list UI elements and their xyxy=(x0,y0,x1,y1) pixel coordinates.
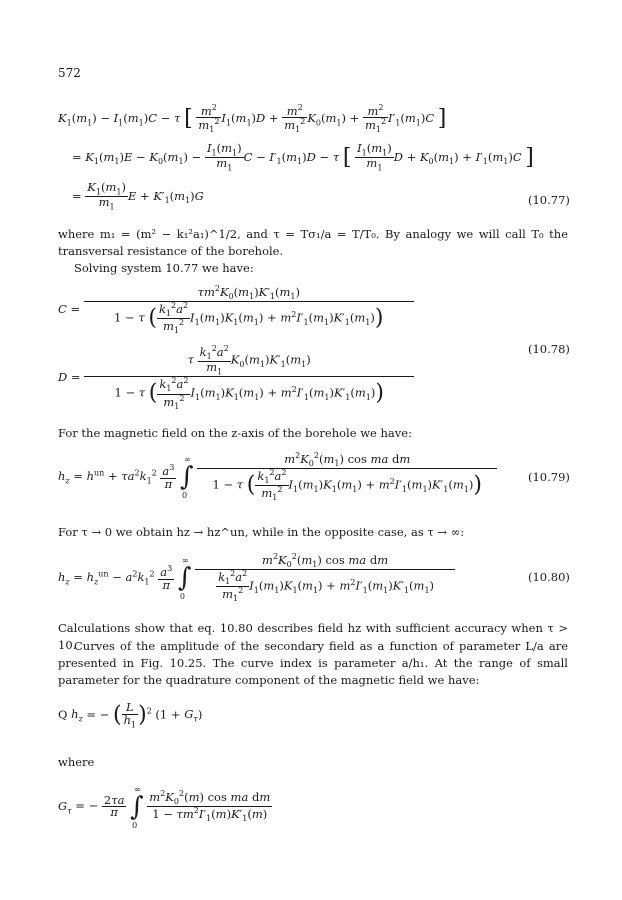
paragraph: where m₁ = (m² − k₁²a₁)^1/2, and τ = Tσ₁/a = T/T₀. By analogy we will call T₀ the transversal resistance of the borehole. xyxy=(58,227,568,258)
equation-10-77-line3: = $\frac{K_1(m_1)}{m_1}$ $E + K'_1(m_1)G$ xyxy=(72,180,204,212)
equation-number: (10.80) xyxy=(528,570,570,584)
equation-quadrature: Q $h_z$ = − ( $\frac{L}{h_1}$ )$^2$ $(1 + G_\tau)$ xyxy=(58,700,203,729)
paragraph: For the magnetic field on the z-axis of the borehole we have: xyxy=(58,426,412,440)
paragraph: Calculations show that eq. 10.80 describes field hz with sufficient accuracy when τ > 10. xyxy=(58,621,568,652)
equation-10-78-D: D = τ $\frac{k_1^2a^2}{m_1}$ $K_0(m_1)K'_1(m_1)$ 1 − τ ( $\frac{k_1^2a^2}{m_1^2}$ $I_1(m_1)K_1(m_1) + m^2I'_1(m_1)K'_1(m_1)$) xyxy=(58,345,414,411)
equation-number: (10.77) xyxy=(528,193,570,207)
equation-10-78-C: C = $\tau m^2K_0(m_1)K'_1(m_1)$ 1 − τ ( $\frac{k_1^2a^2}{m_1^2}$ $I_1(m_1)K_1(m_1) + m^2I'_1(m_1)K'_1(m_1)$) xyxy=(58,285,414,335)
equation-10-80: $h_z = h_z^{un} - a^2k_1^2$ $\frac{a^3}{\pi}$ ∫ ∞ 0 $m^2K_0^2(m_1)$ cos ma dm $\frac{k_1^2a^2}{m_1^2}$ $I_1(m_1)K_1(m_1) + m^2I'_1(m_1)K'_1(m_1)$ xyxy=(58,553,455,603)
equation-g-tau: $G_\tau$ = − $\frac{2\tau a}{\pi}$ ∫ ∞ 0 $\frac{m^2K_0^2(m) \cos ma dm}{1 - \tau m^2I'_1(m)K'_1(m)}$ xyxy=(58,784,271,830)
paragraph: Curves of the amplitude of the secondary field as a function of parameter L/a are presented in Fig. 10.25. The curve index is parameter a/h₁. At the range of small parameter for the quadrature component of the magnetic field we have: xyxy=(58,639,568,687)
equation-number: (10.78) xyxy=(528,342,570,356)
equation-10-77-line1: $K_1(m_1) - I_1(m_1)C - \tau$ [ $\frac{m^2}{m_1^2}$ $I_1(m_1)D$ + $\frac{m^2}{m_1^2}$ $K_0(m_1)$ + $\frac{m^2}{m_1^2}$ $I'_1(m_1)C$ ] xyxy=(58,103,447,135)
paragraph: For τ → 0 we obtain hz → hz^un, while in the opposite case, as τ → ∞: xyxy=(58,525,465,539)
equation-10-79: $h_z = h^{un} + \tau a^2k_1^2$ $\frac{a^3}{\pi}$ ∫ ∞ 0 $m^2K_0^2(m_1)$ cos ma dm 1 − τ ( $\frac{k_1^2a^2}{m_1^2}$ $I_1(m_1)K_1(m_1) + m^2I'_1(m_1)K'_1(m_1)$) xyxy=(58,452,497,502)
page-number: 572 xyxy=(58,66,81,80)
equation-10-77-line2: = $K_1(m_1)E - K_0(m_1)$ − $\frac{I_1(m_1)}{m_1}$ $C - I'_1(m_1)D - \tau$ [ $\frac{I_1(m_1)}{m_1}$ $D + K_0(m_1) + I'_1(m_1)C$ ] xyxy=(72,141,534,173)
paragraph: Solving system 10.77 we have: xyxy=(74,261,254,275)
equation-number: (10.79) xyxy=(528,470,570,484)
paragraph: where xyxy=(58,755,95,769)
